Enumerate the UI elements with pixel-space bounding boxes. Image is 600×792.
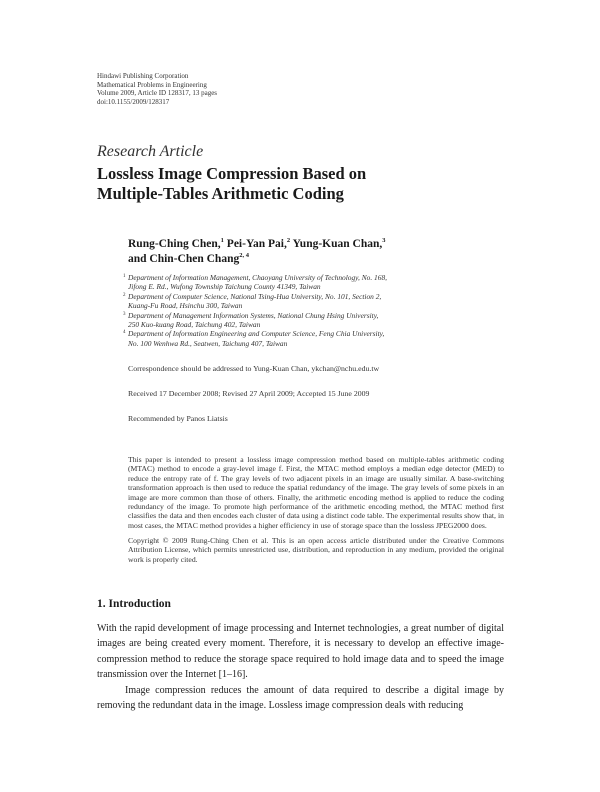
affiliation-3 <box>123 311 513 330</box>
affil-marker: 2, 4 <box>239 252 249 260</box>
affil-marker: 2 <box>286 237 291 245</box>
publisher: Hindawi Publishing Corporation <box>97 72 189 80</box>
title-line-2: Multiple-Tables Arithmetic Coding <box>97 184 344 203</box>
journal-header <box>97 72 217 106</box>
volume-info: Volume 2009, Article ID 128317, 13 pages <box>97 89 218 98</box>
affil-line: Department of Management Information Systems, National Chung Hsing University, <box>128 310 379 320</box>
section-heading: 1. Introduction <box>97 598 171 610</box>
author-list <box>128 237 386 267</box>
affiliation-2 <box>123 292 513 311</box>
affil-marker: 3 <box>382 237 386 245</box>
abstract: This paper is intended to present a lossless image compression method based on multiple-tables arithmetic coding (MTAC) method to encode a gray-level image f. First, the MTAC method employs a median edge detector (MED) to reduce the entropy rate of f. The gray levels of two adjacent pixels in an image are usually similar. A base-switching transformation approach is then used to reduce the spatial redundancy of the image. The gray levels of some pixels in an image are more common than those of others. Finally, the arithmetic encoding method is applied to reduce the coding redundancy of the image. To promote high performance of the arithmetic encoding method, the MTAC method first classifies the data and then encodes each cluster of data using a distinct code table. The experimental results show that, in most cases, the MTAC method provides a higher efficiency in use of storage space than the lossless JPEG2000 does. <box>128 455 504 530</box>
body-text <box>97 621 504 713</box>
author-name: Pei-Yan Pai, <box>226 238 287 250</box>
received-dates: Received 17 December 2008; Revised 27 April 2009; Accepted 15 June 2009 <box>128 389 370 398</box>
paper-title <box>97 164 366 204</box>
journal-name: Mathematical Problems in Engineering <box>97 80 207 89</box>
author-line-1 <box>128 237 386 252</box>
affil-line: Jifong E. Rd., Wufong Township Taichung County 41349, Taiwan <box>128 282 321 292</box>
affil-number: 1 <box>123 274 126 279</box>
author-name: Rung-Ching Chen, <box>128 238 221 250</box>
affiliation-1 <box>123 273 513 292</box>
affil-line: Kuang-Fu Road, Hsinchu 300, Taiwan <box>128 301 243 311</box>
author-line-2 <box>128 252 386 267</box>
affil-number: 3 <box>123 311 126 317</box>
paragraph: With the rapid development of image processing and Internet technologies, a great number of digital images are being created every moment. Therefore, it is necessary to develop an effective image-compression method to reduce the storage space required to hold image data and to speed the image transmission over the Internet [1–16]. <box>97 623 504 681</box>
affil-marker: 1 <box>220 237 224 245</box>
affiliation-4 <box>123 329 513 348</box>
copyright-notice: Copyright © 2009 Rung-Ching Chen et al. This is an open access article distributed under the Creative Commons Attribution License, which permits unrestricted use, distribution, and reproduction in any medium, provided the original work is properly cited. <box>128 536 504 564</box>
affil-line: Department of Information Engineering and Computer Science, Feng Chia University, <box>128 329 385 339</box>
affil-line: Department of Computer Science, National Tsing-Hua University, No. 101, Section 2, <box>128 291 382 301</box>
affil-line: 250 Kuo-kuang Road, Taichung 402, Taiwan <box>128 320 261 330</box>
affiliations <box>123 273 513 348</box>
recommended-by: Recommended by Panos Liatsis <box>128 414 228 423</box>
doi: doi:10.1155/2009/128317 <box>97 97 170 106</box>
affil-number: 2 <box>123 292 126 298</box>
author-name: Yung-Kuan Chan, <box>292 238 383 250</box>
title-line-1: Lossless Image Compression Based on <box>97 164 367 183</box>
paragraph: Image compression reduces the amount of data required to describe a digital image by removing the redundant data in the image. Lossless image compression deals with reducing <box>97 684 504 712</box>
article-type: Research Article <box>97 143 204 160</box>
affil-line: Department of Information Management, Chaoyang University of Technology, No. 168, <box>128 273 387 282</box>
correspondence: Correspondence should be addressed to Yung-Kuan Chan, ykchan@nchu.edu.tw <box>128 364 380 373</box>
affil-line: No. 100 Wenhwa Rd., Seatwen, Taichung 407, Taiwan <box>128 338 288 348</box>
affil-number: 4 <box>123 330 126 336</box>
author-name: and Chin-Chen Chang <box>128 253 240 265</box>
